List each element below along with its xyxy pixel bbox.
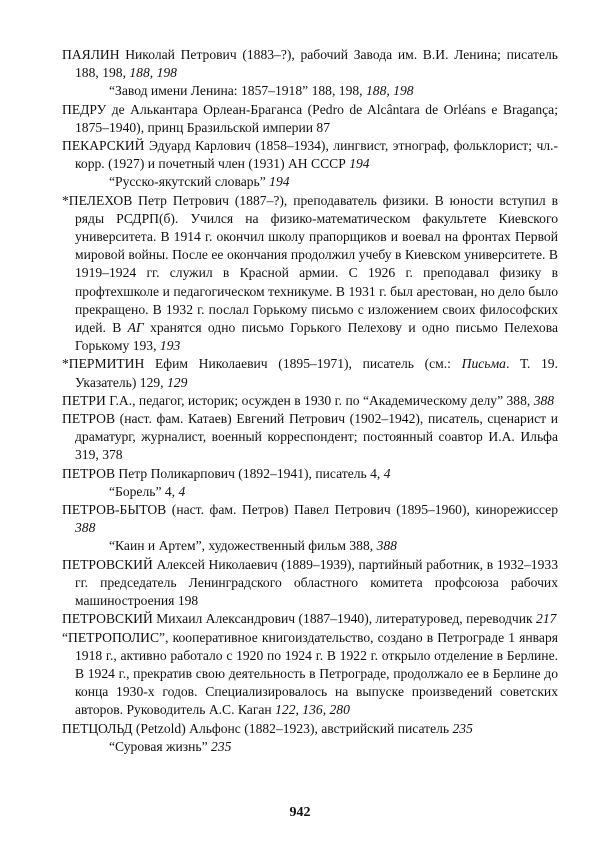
page-number: 942 [289, 805, 311, 820]
index-entry-pekarskiy: ПЕКАРСКИЙ Эдуард Карлович (1858–1934), лингвист, этнограф, фольклорист; чл.-корр. (1927) и почетный член (1931) АН СССР 194 [62, 138, 558, 172]
index-entry-petrovskiy-aleksey: ПЕТРОВСКИЙ Алексей Николаевич (1889–1939), партийный работник, в 1932–1933 гг. председатель Ленинградского областного комитета профсоюза рабочих машиностроения 198 [62, 556, 558, 609]
index-entry-petrov-bytov: ПЕТРОВ-БЫТОВ (наст. фам. Петров) Павел Петрович (1895–1960), кинорежиссер 388 [62, 502, 558, 536]
index-entry-permitin: *ПЕРМИТИН Ефим Николаевич (1895–1971), писатель (см.: Письма. Т. 19. Указатель) 129, 129 [62, 356, 558, 390]
index-entry-pelekhov: *ПЕЛЕХОВ Петр Петрович (1887–?), преподаватель физики. В юности вступил в ряды РСДРП(б). Учился на физико-математическом факультете Киевского университета. В 1914 г. окончил школу прапорщиков и воевал на фронтах Первой мировой войны. После ее окончания продолжил учебу в Киевском университете. В 1919–1924 гг. служил в Красной армии. С 1926 г. преподавал физику в профтехшколе и педагогическом техникуме. В 1931 г. был арестован, но дело было прекращено. В 1932 г. послал Горькому письмо с изложением своих философских идей. В АГ хранятся одно письмо Горького Пелехову и одно письмо Пелехова Горькому 193, 193 [62, 192, 558, 354]
index-entry-pedru: ПЕДРУ де Алькантара Орлеан-Браганса (Pedro de Alcântara de Orléans e Bragança; 1875–1940), принц Бразильской империи 87 [62, 101, 558, 135]
index-subentry-borel: “Борель” 4, 4 [109, 483, 186, 499]
index-entry-petropolis: “ПЕТРОПОЛИС”, кооперативное книгоиздательство, создано в Петрограде 1 января 1918 г., активно работало с 1920 по 1924 г. В 1922 г. открыло отделение в Берлине. В 1924 г., прекратив свою деятельность в Петрограде, продолжало ее в Берлине до конца 1930-х годов. Специализировалось на выпуске произведений советских авторов. Руководитель А.С. Каган 122, 136, 280 [62, 629, 558, 718]
index-entry-petzold: ПЕТЦОЛЬД (Petzold) Альфонс (1882–1923), австрийский писатель 235 [62, 720, 473, 736]
index-subentry-russko-yakutskiy-slovar: “Русско-якутский словарь” 194 [109, 174, 290, 190]
index-entry-petrov-kataev: ПЕТРОВ (наст. фам. Катаев) Евгений Петрович (1902–1942), писатель, сценарист и драматург, журналист, военный корреспондент; постоянный соавтор И.А. Ильфа 319, 378 [62, 411, 558, 463]
index-page [62, 46, 558, 756]
index-subentry-kain-i-artem: “Каин и Артем”, художественный фильм 388, 388 [109, 538, 397, 554]
index-entry-payalin: ПАЯЛИН Николай Петрович (1883–?), рабочий Завода им. В.И. Ленина; писатель 188, 198, 188, 198 [62, 47, 558, 81]
index-subentry-zavod-imeni-lenina: “Завод имени Ленина: 1857–1918” 188, 198, 188, 198 [109, 83, 414, 99]
index-entry-petrov-petr: ПЕТРОВ Петр Поликарпович (1892–1941), писатель 4, 4 [62, 465, 391, 481]
index-entry-petrovskiy-mikhail: ПЕТРОВСКИЙ Михаил Александрович (1887–1940), литературовед, переводчик 217 [62, 611, 557, 627]
index-subentry-surovaya-zhizn: “Суровая жизнь” 235 [109, 738, 232, 754]
index-entry-petri: ПЕТРИ Г.А., педагог, историк; осужден в 1930 г. по “Академическому делу” 388, 388 [62, 392, 555, 408]
